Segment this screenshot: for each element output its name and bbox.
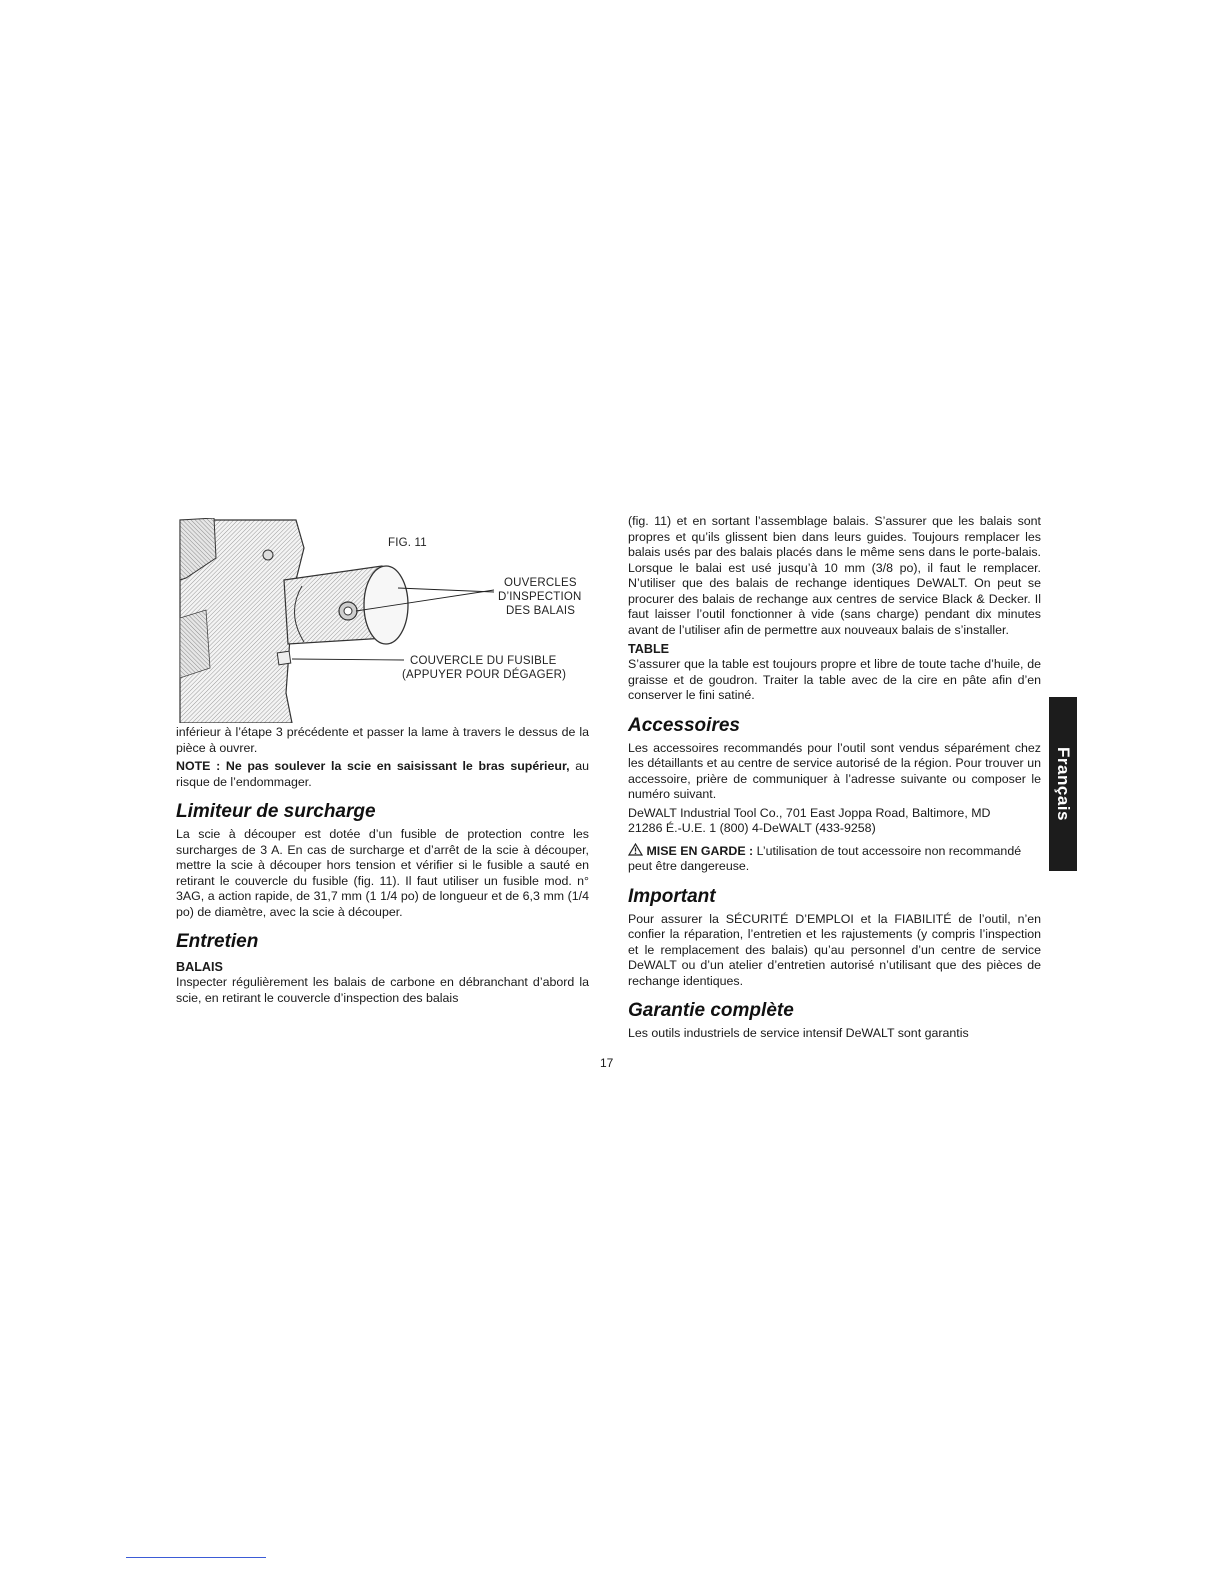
heading-accessoires: Accessoires (628, 714, 740, 736)
garantie-paragraph: Les outils industriels de service intensif DeWALT sont garantis (628, 1026, 969, 1040)
warning-text: L’utilisation de tout accessoire non recommandé peut être dangereuse. (628, 843, 1022, 873)
language-tab-label: Français (1054, 747, 1073, 821)
address-line-1: DeWALT Industrial Tool Co., 701 East Joppa Road, Baltimore, MD (628, 805, 991, 820)
figure-11 (176, 518, 591, 723)
right-column (628, 514, 1041, 1045)
brush-callout-line-1: OUVERCLES (504, 577, 577, 589)
limiteur-paragraph: La scie à découper est dotée d’un fusible de protection contre les surcharges de 3 A. En cas de surcharge et d’arrêt de la scie à découper, mettre la scie à découper hors tension et vérifier si le fusible a sauté en retirant le couvercle du fusible (fig. 11). Il faut utiliser un fusible mod. n° 3AG, a action rapide, de 31,7 mm (1 1/4 po) de longueur et de 6,3 mm (1/4 po) de diamètre, avec la scie à découper. (176, 827, 589, 919)
left-column (176, 725, 589, 1009)
important-paragraph: Pour assurer la SÉCURITÉ D’EMPLOI et la FIABILITÉ de l’outil, n’en confier la réparation, l’entretien et les rajustements (y compris l’inspection et le remplacement des balais) qu’au personnel d’un centre de service DeWALT ou d’un atelier d’entretien autorisé n’utilisant que des pièces de rechange identiques. (628, 911, 1041, 988)
balais-paragraph: Inspecter régulièrement les balais de carbone en débranchant d’abord la scie, en retirant le couvercle d’inspection des balais (176, 975, 589, 1005)
bottom-divider (126, 1557, 266, 1558)
fuse-callout-line-2: (APPUYER POUR DÉGAGER) (402, 669, 567, 681)
address-line-2: 21286 É.-U.E. 1 (800) 4-DeWALT (433-9258) (628, 821, 876, 835)
heading-important: Important (628, 885, 716, 907)
heading-garantie: Garantie complète (628, 1000, 794, 1021)
heading-limiteur: Limiteur de surcharge (176, 801, 376, 822)
warning-label: MISE EN GARDE : (646, 843, 754, 858)
note-paragraph (176, 759, 589, 790)
fuse-callout-line-1: COUVERCLE DU FUSIBLE (410, 655, 557, 667)
note-rest-text: au risque de l’endommager. (176, 759, 589, 789)
heading-table: TABLE (628, 642, 670, 656)
intro-paragraph: inférieur à l’étape 3 précédente et passer la lame à travers le dessus de la pièce à ouvrer. (176, 725, 589, 755)
language-side-tab (1049, 697, 1077, 871)
page-number: 17 (600, 1056, 614, 1070)
note-bold-text: NOTE : Ne pas soulever la scie en saisissant le bras supérieur, (176, 759, 570, 773)
table-paragraph: S’assurer que la table est toujours propre et libre de toute tache d’huile, de graisse et de goudron. Traiter la table avec de la cire en pâte afin d’en conserver le fini satiné. (628, 657, 1041, 702)
saw-motor-illustration (176, 518, 591, 723)
heading-balais: BALAIS (176, 960, 223, 974)
warning-triangle-icon (628, 844, 646, 858)
figure-caption: FIG. 11 (388, 537, 427, 549)
balais-continued-paragraph: (fig. 11) et en sortant l’assemblage balais. S’assurer que les balais sont propres et qu’ils glissent bien dans leurs guides. Toujours remplacer les balais usés par des balais placés dans le même sens dans le porte-balais. Lorsque le balai est usé jusqu’à 10 mm (3/8 po), il faut le remplacer. N’utiliser que des balais de rechange identiques DeWALT. On peut se procurer des balais de rechange aux centres de service Black & Decker. Il faut laisser l’outil fonctionner à vide (sans charge) pendant dix minutes avant de l’utiliser afin de permettre aux nouveaux balais de s’installer. (628, 514, 1041, 637)
accessoires-paragraph: Les accessoires recommandés pour l’outil sont vendus séparément chez les détaillants et au centre de service autorisé de la région. Pour trouver un accessoire, prière de communiquer à l’adresse suivante ou composer le numéro suivant. (628, 740, 1041, 801)
warning-paragraph (628, 843, 1041, 875)
heading-entretien: Entretien (176, 931, 259, 952)
brush-callout-line-2: D’INSPECTION (498, 591, 582, 603)
brush-callout-line-3: DES BALAIS (506, 605, 576, 617)
